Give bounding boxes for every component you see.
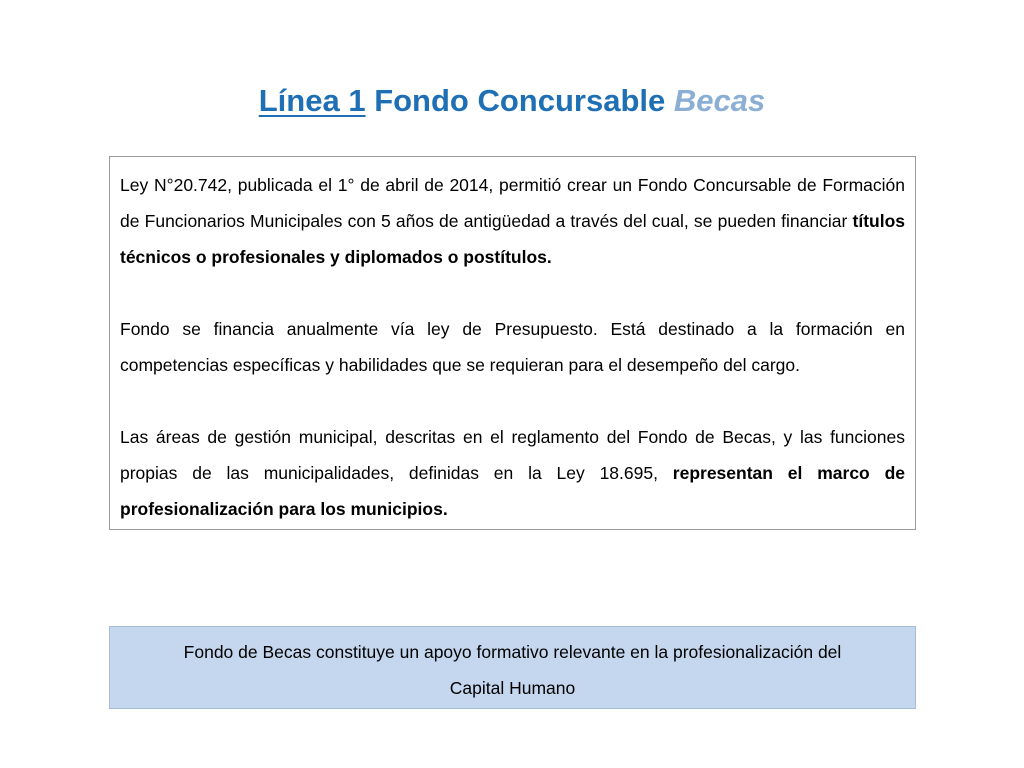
paragraph-law <box>120 167 905 275</box>
summary-note-box <box>109 626 916 709</box>
paragraph-areas <box>120 419 905 527</box>
main-text-box <box>109 156 916 530</box>
paragraph-areas-text: Las áreas de gestión municipal, descritas en el reglamento del Fondo de Becas, y las funciones propias de las municipalidades, definidas en la Ley 18.695, <box>120 427 905 483</box>
summary-note-line-1: Fondo de Becas constituye un apoyo formativo relevante en la profesionalización del <box>183 642 842 662</box>
title-becas: Becas <box>673 83 766 118</box>
title-fund-name: Fondo Concursable <box>374 83 666 118</box>
title-line-number: Línea 1 <box>258 83 366 118</box>
summary-note-line-2: Capital Humano <box>449 678 576 698</box>
paragraph-financing-text: Fondo se financia anualmente vía ley de Presupuesto. Está destinado a la formación en competencias específicas y habilidades que se requieran para el desempeño del cargo. <box>120 319 905 375</box>
page-title <box>0 81 1024 121</box>
paragraph-areas-emphasis: representan el marco de profesionalización para los municipios. <box>120 463 905 519</box>
paragraph-law-text: Ley N°20.742, publicada el 1° de abril de 2014, permitió crear un Fondo Concursable de Formación de Funcionarios Municipales con 5 años de antigüedad a través del cual, se pueden financiar <box>120 175 905 231</box>
paragraph-financing <box>120 311 905 383</box>
paragraph-law-emphasis: títulos técnicos o profesionales y diplomados o postítulos. <box>120 211 905 267</box>
